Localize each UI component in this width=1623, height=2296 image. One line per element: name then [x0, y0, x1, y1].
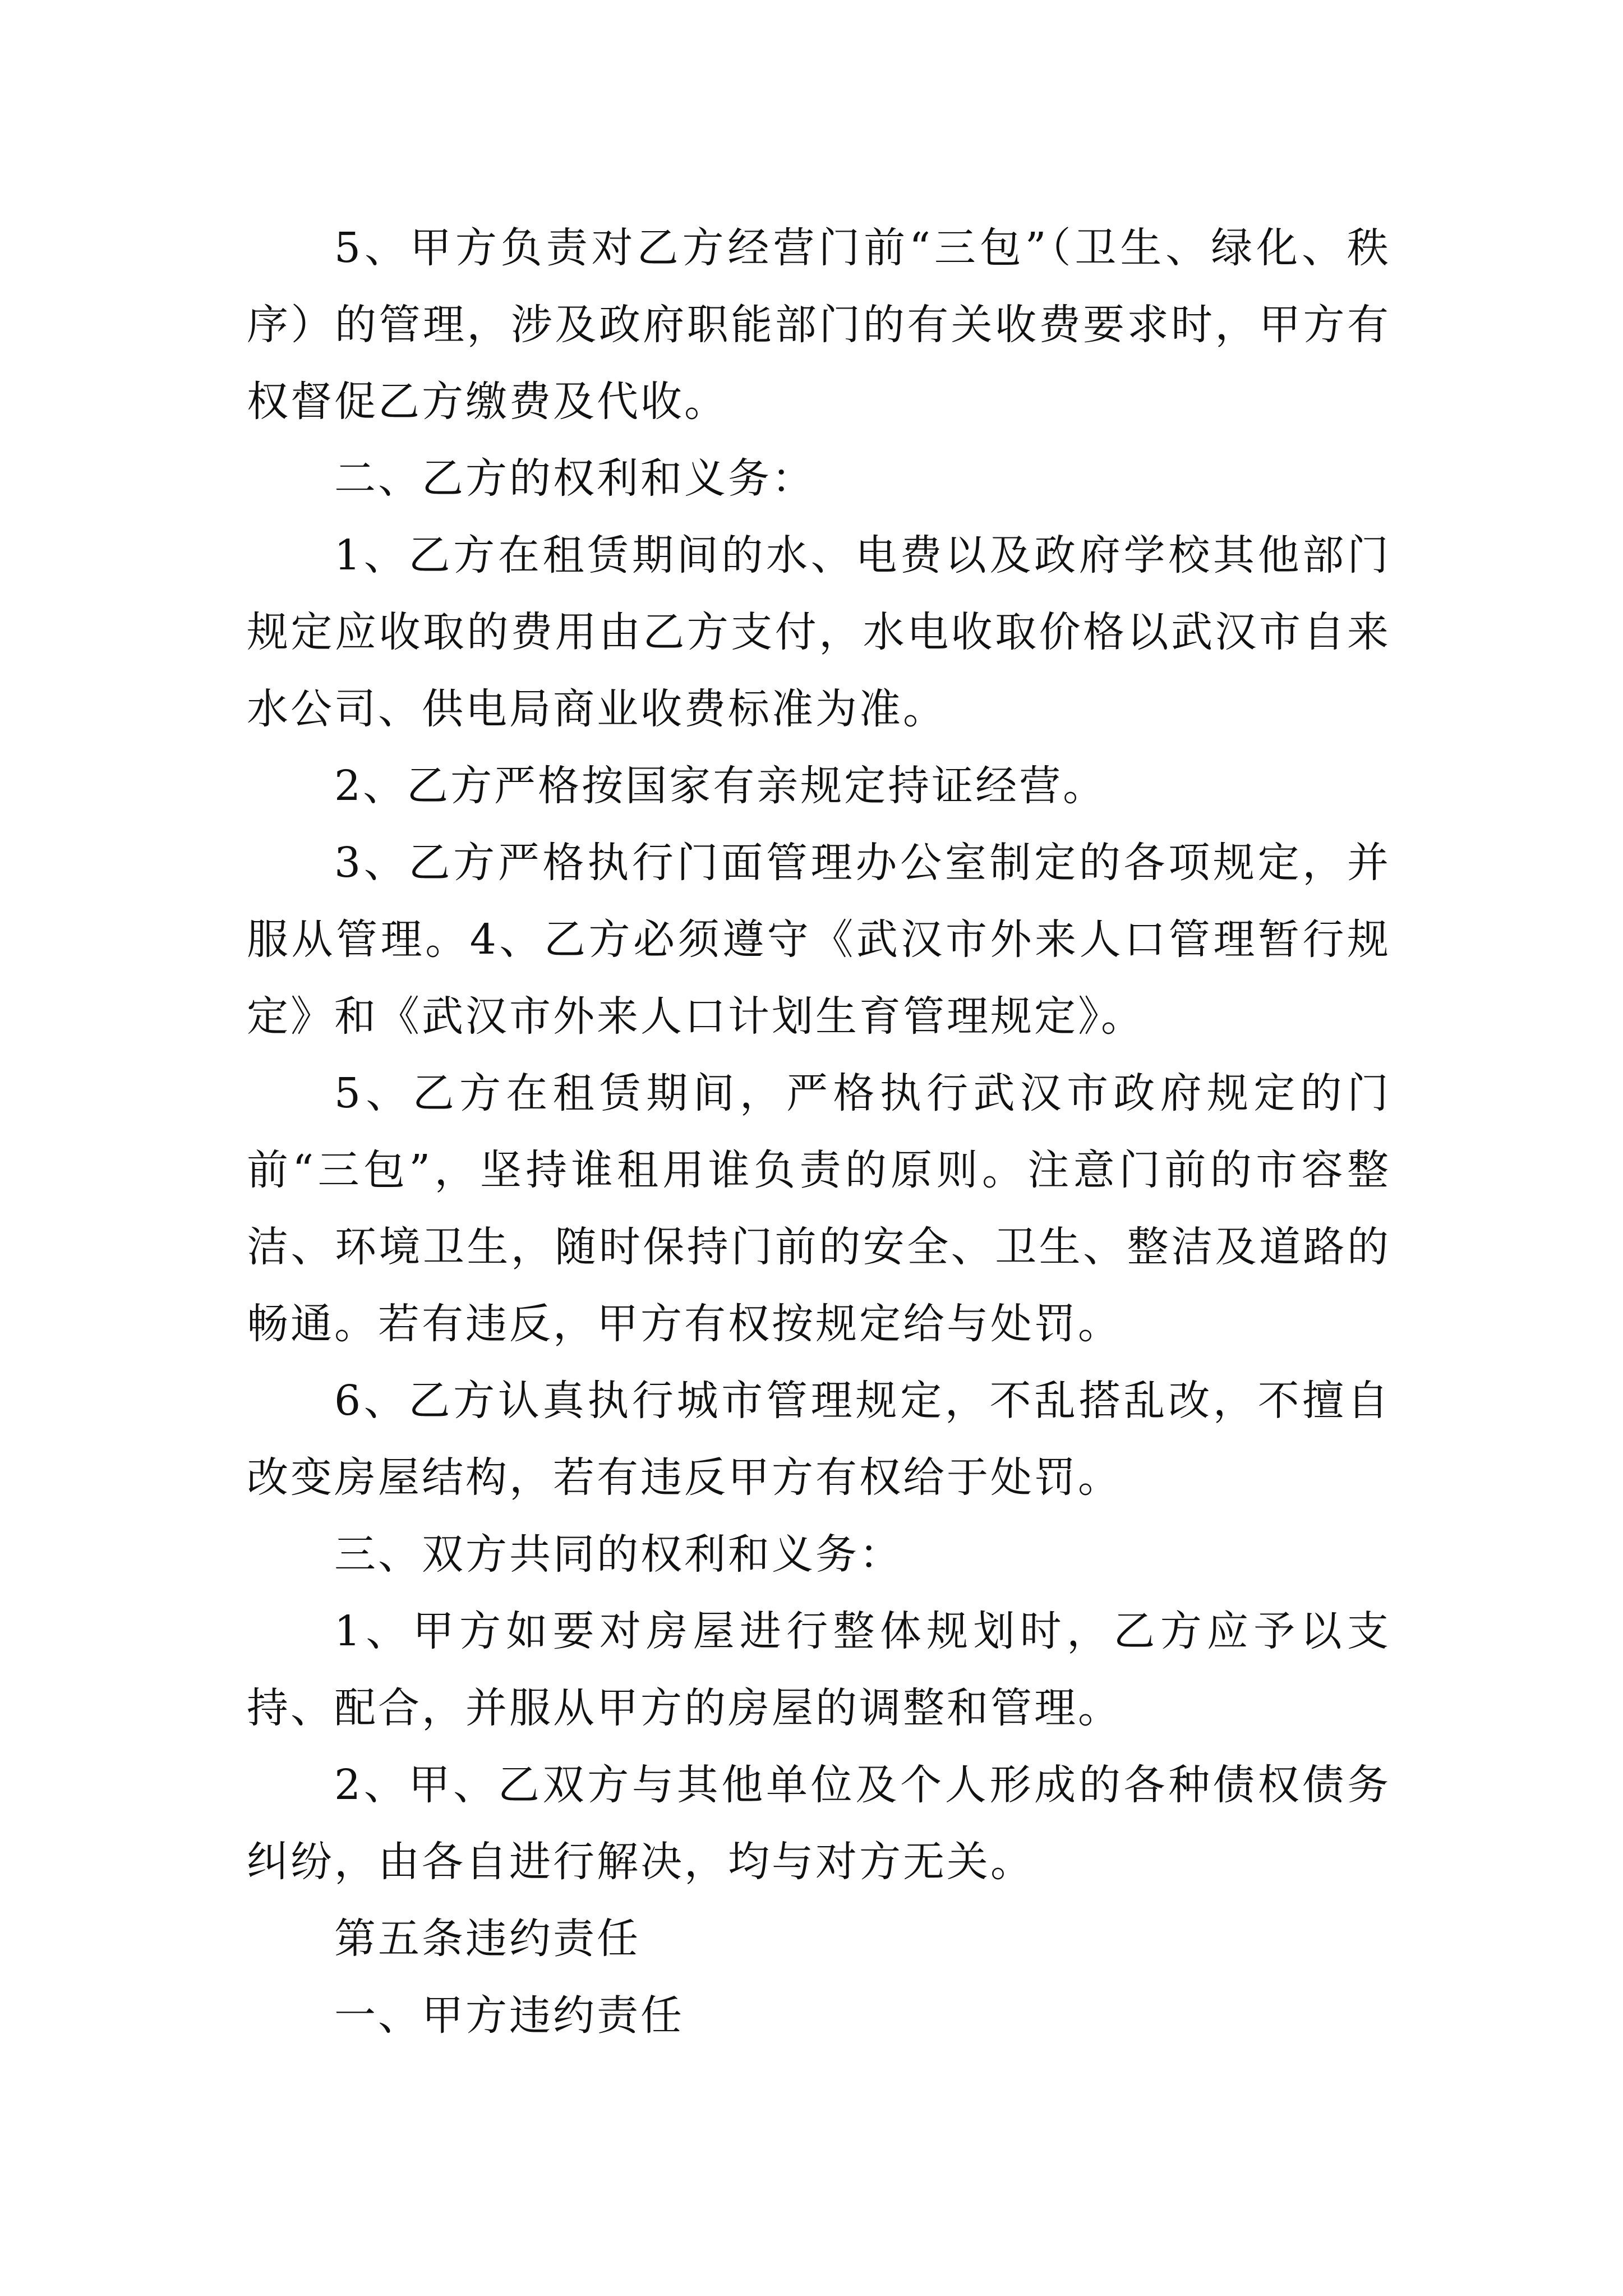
paragraph-joint-duty-1: 1、甲方如要对房屋进行整体规划时，乙方应予以支持、配合，并服从甲方的房屋的调整和管理。: [247, 1607, 1391, 1732]
paragraph-party-b-duty-5: 5、乙方在租赁期间，严格执行武汉市政府规定的门前“三包”，坚持谁租用谁负责的原则。注意门前的市容整洁、环境卫生，随时保持门前的安全、卫生、整洁及道路的畅通。若有违反，甲方有权按规定给与处罚。: [247, 1069, 1391, 1348]
paragraph-joint-duty-2: 2、甲、乙双方与其他单位及个人形成的各种债权债务纠纷，由各自进行解决，均与对方无关。: [247, 1761, 1391, 1886]
paragraph-party-a-duty-5: 5、甲方负责对乙方经营门前“三包”（卫生、绿化、秩序）的管理，涉及政府职能部门的有关收费要求时，甲方有权督促乙方缴费及代收。: [247, 224, 1391, 426]
paragraph-party-b-duty-2: 2、乙方严格按国家有亲规定持证经营。: [334, 762, 1107, 810]
section-heading-party-b-rights: 二、乙方的权利和义务：: [334, 454, 815, 503]
paragraph-party-b-duty-3-4: 3、乙方严格执行门面管理办公室制定的各项规定，并服从管理。4、乙方必须遵守《武汉市外来人口管理暂行规定》和《武汉市外来人口计划生育管理规定》。: [247, 839, 1391, 1041]
section-heading-joint-rights: 三、双方共同的权利和义务：: [334, 1530, 903, 1579]
paragraph-party-b-duty-6: 6、乙方认真执行城市管理规定，不乱搭乱改，不擅自改变房屋结构，若有违反甲方有权给于处罚。: [247, 1377, 1391, 1502]
document-body: [247, 210, 1391, 2054]
article-heading-breach-liability: 第五条违约责任: [334, 1915, 640, 1963]
section-heading-party-a-breach: 一、甲方违约责任: [334, 1991, 684, 2040]
paragraph-party-b-duty-1: 1、乙方在租赁期间的水、电费以及政府学校其他部门规定应收取的费用由乙方支付，水电收取价格以武汉市自来水公司、供电局商业收费标准为准。: [247, 531, 1391, 733]
